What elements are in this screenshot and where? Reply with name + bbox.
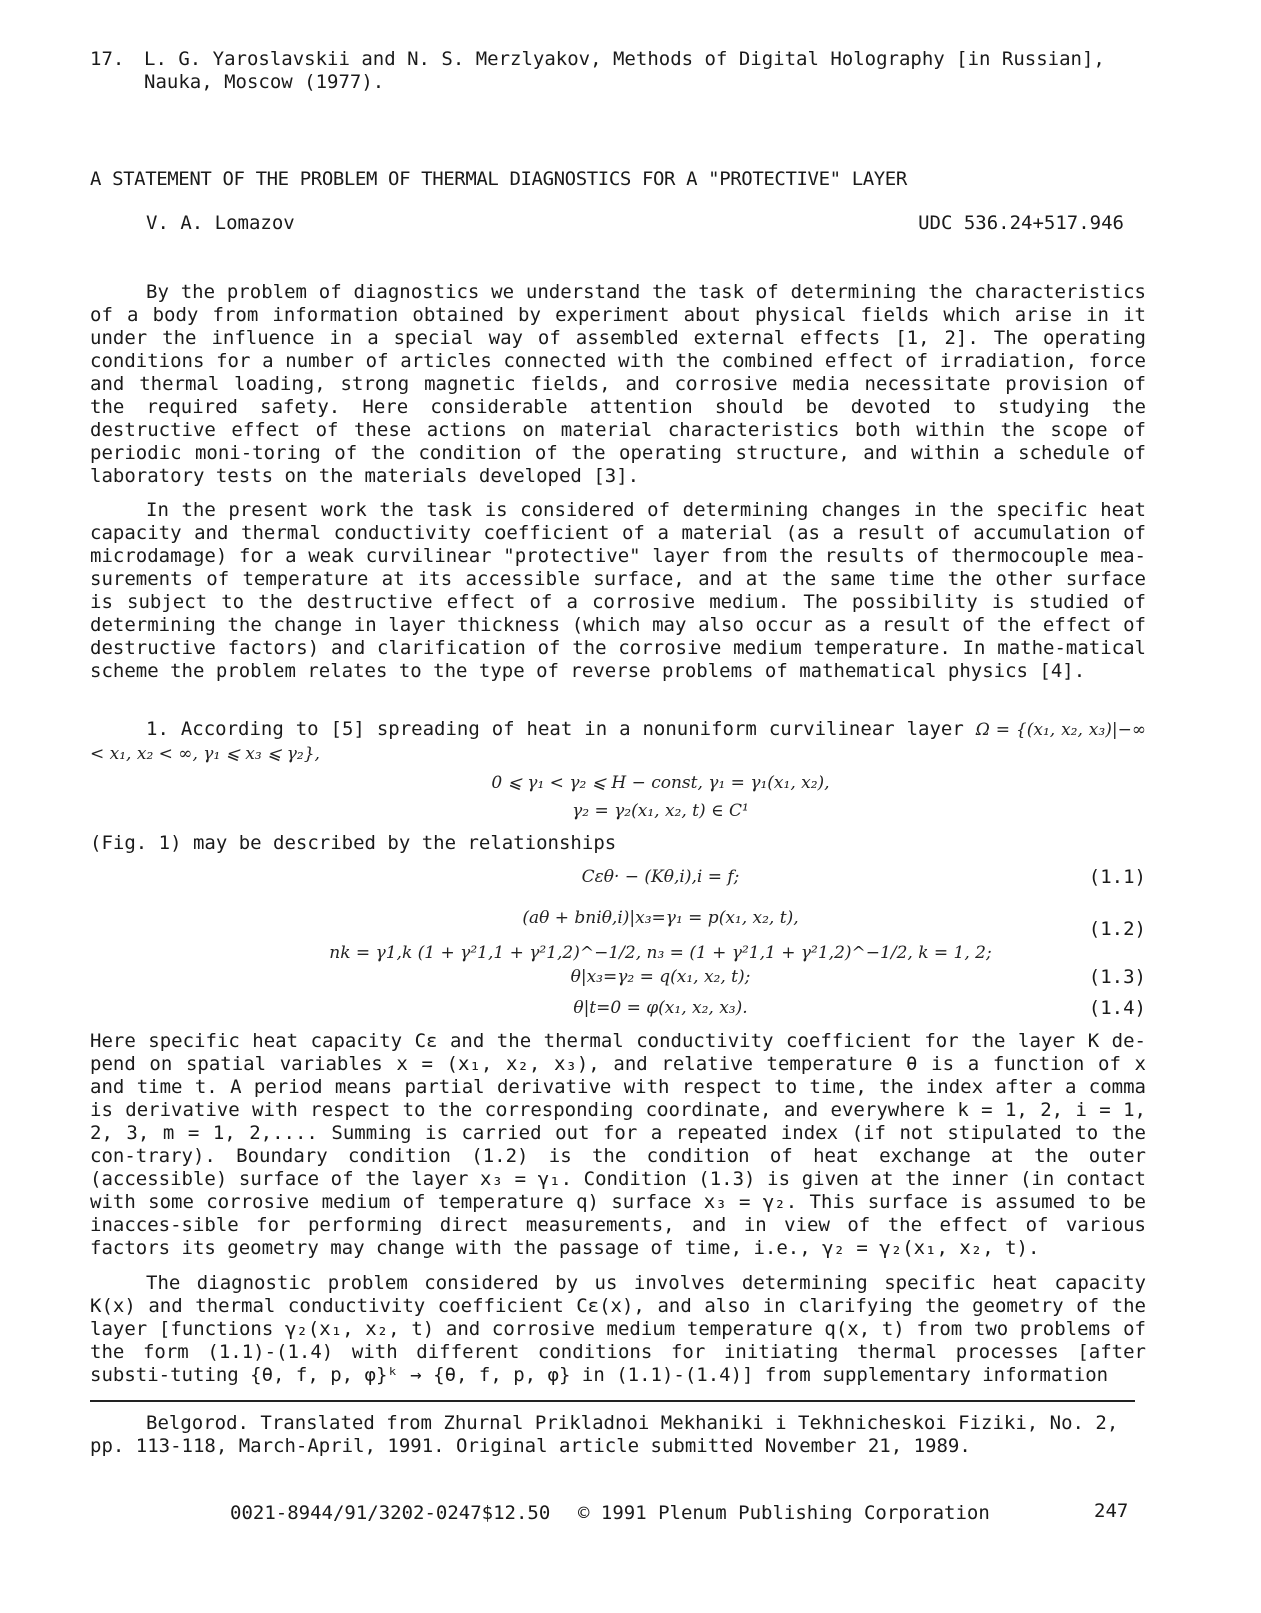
reference-text: L. G. Yaroslavskii and N. S. Merzlyakov, Methods of Digital Holography [in Russian], Nauka, Moscow (1977).	[144, 48, 1105, 93]
equation-label-1-1: (1.1)	[1088, 866, 1146, 888]
condition-line-1: 0 ⩽ γ₁ < γ₂ ⩽ H − const, γ₁ = γ₁(x₁, x₂),	[491, 773, 830, 793]
equation-1-4: θ|t=0 = φ(x₁, x₂, x₃).	[573, 998, 748, 1018]
equation-label-1-4: (1.4)	[1088, 997, 1146, 1019]
equation-label-1-2: (1.2)	[1088, 918, 1146, 940]
udc-code: UDC 536.24+517.946	[918, 212, 1124, 234]
layer-domain-formula: Ω = {(x₁, x₂, x₃)|−∞ < x₁, x₂ < ∞, γ₁ ⩽ x₃ ⩽ γ₂},	[90, 720, 1146, 764]
condition-line-2: γ₂ = γ₂(x₁, x₂, t) ∈ C¹	[572, 801, 749, 821]
reference-number: 17.	[90, 48, 125, 70]
paragraph-intro: By the problem of diagnostics we understand the task of determining the characteristics of a body from information obtained by experiment about physical fields which arise in it under the influence in a special way of assembled external effects [1, 2]. The operating conditions for a number of articles connected with the combined effect of irradiation, force and thermal loading, strong magnetic fields, and corrosive media necessitate provision of the required safety. Here considerable attention should be devoted to studying the destructive effect of these actions on material characteristics both within the scope of periodic moni-toring of the condition of the operating structure, and within a schedule of laboratory tests on the materials developed [3].	[90, 281, 1146, 487]
paragraph-present-work: In the present work the task is considered of determining changes in the specific heat capacity and thermal conductivity coefficient of a material (as a result of accumulation of microdamage) for a weak curvilinear "protective" layer from the results of thermocouple mea-surements of temperature at its accessible surface, and at the same time the other surface is subject to the destructive effect of a corrosive medium. The possibility is studied of determining the change in layer thickness (which may also occur as a result of the effect of destructive factors) and clarification of the corrosive medium temperature. In mathe-matical scheme the problem relates to the type of reverse problems of mathematical physics [4].	[90, 499, 1146, 682]
figure-reference-line: (Fig. 1) may be described by the relationships	[90, 832, 617, 854]
page-number: 247	[1094, 1500, 1129, 1522]
equation-label-1-3: (1.3)	[1088, 966, 1146, 988]
equation-normals: nk = γ1,k (1 + γ²1,1 + γ²1,2)^−1/2, n₃ = (1 + γ²1,1 + γ²1,2)^−1/2, k = 1, 2;	[329, 943, 992, 963]
copyright-notice: © 1991 Plenum Publishing Corporation	[578, 1502, 990, 1524]
paragraph-section-1	[90, 718, 1146, 766]
footnote: Belgorod. Translated from Zhurnal Prikladnoi Mekhaniki i Tekhnicheskoi Fiziki, No. 2, pp. 113-118, March-April, 1991. Original article submitted November 21, 1989.	[90, 1412, 1119, 1457]
equation-1-2: (aθ + bniθ,i)|x₃=γ₁ = p(x₁, x₂, t),	[522, 908, 799, 928]
price-code: 0021-8944/91/3202-0247$12.50	[230, 1502, 551, 1524]
article-title: A STATEMENT OF THE PROBLEM OF THERMAL DIAGNOSTICS FOR A "PROTECTIVE" LAYER	[90, 168, 907, 190]
equation-1-1: Cεθ· − (Kθ,i),i = f;	[581, 867, 740, 887]
article-author: V. A. Lomazov	[146, 212, 295, 234]
footnote-divider	[90, 1400, 1135, 1402]
paragraph-definitions: Here specific heat capacity Cε and the thermal conductivity coefficient for the layer K de-pend on spatial variables x = (x₁, x₂, x₃), and relative temperature θ is a function of x and time t. A period means partial derivative with respect to time, the index after a comma is derivative with respect to the corresponding coordinate, and everywhere k = 1, 2, i = 1, 2, 3, m = 1, 2,.... Summing is carried out for a repeated index (if not stipulated to the con-trary). Boundary condition (1.2) is the condition of heat exchange at the outer (accessible) surface of the layer x₃ = γ₁. Condition (1.3) is given at the inner (in contact with some corrosive medium of temperature q) surface x₃ = γ₂. This surface is assumed to be inacces-sible for performing direct measurements, and in view of the effect of various factors its geometry may change with the passage of time, i.e., γ₂ = γ₂(x₁, x₂, t).	[90, 1030, 1146, 1259]
paragraph-diagnostic-problem: The diagnostic problem considered by us involves determining specific heat capacity K(x) and thermal conductivity coefficient Cε(x), and also in clarifying the geometry of the layer [functions γ₂(x₁, x₂, t) and corrosive medium temperature q(x, t) from two problems of the form (1.1)-(1.4) with different conditions for initiating thermal processes [after substi-tuting {θ, f, p, φ}ᵏ → {θ, f, p, φ} in (1.1)-(1.4)] from supplementary information	[90, 1272, 1146, 1386]
equation-1-3: θ|x₃=γ₂ = q(x₁, x₂, t);	[570, 967, 751, 987]
section-1-text: 1. According to [5] spreading of heat in a nonuniform curvilinear layer	[146, 718, 964, 740]
